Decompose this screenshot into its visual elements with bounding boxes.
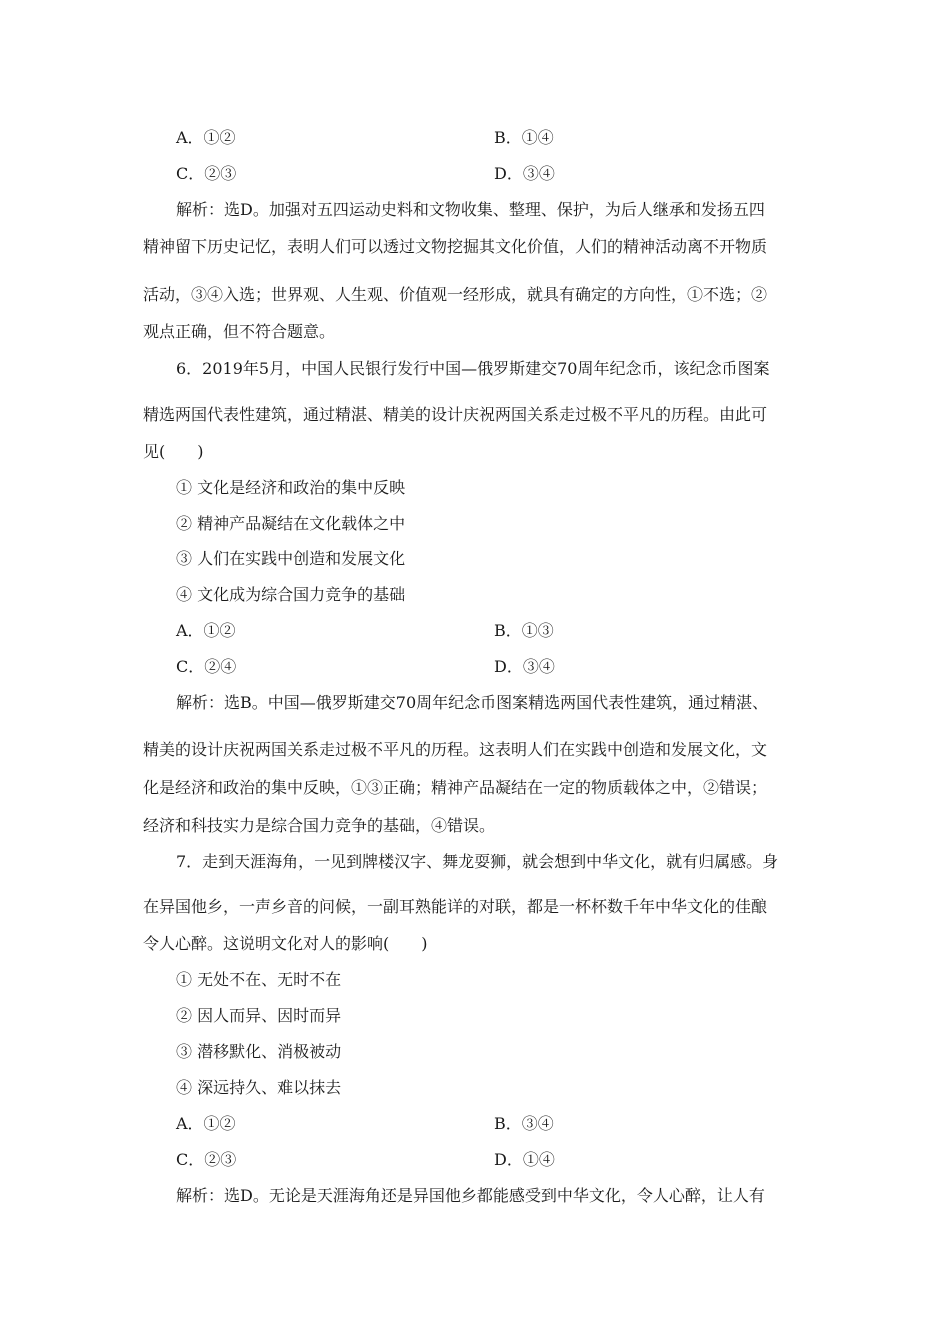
option-b: B．③④ bbox=[494, 1114, 554, 1133]
analysis-line: 精神留下历史记忆，表明人们可以透过文物挖掘其文化价值，人们的精神活动离不开物质 bbox=[143, 237, 768, 256]
analysis-line: 解析：选D。加强对五四运动史料和文物收集、整理、保护，为后人继承和发扬五四 bbox=[176, 200, 765, 219]
question-stem: 令人心醉。这说明文化对人的影响( ) bbox=[143, 934, 428, 953]
analysis-line: 活动，③④入选；世界观、人生观、价值观一经形成，就具有确定的方向性，①不选；② bbox=[143, 285, 768, 304]
statement-item: ① 无处不在、无时不在 bbox=[176, 970, 342, 989]
question-stem: 精选两国代表性建筑，通过精湛、精美的设计庆祝两国关系走过极不平凡的历程。由此可 bbox=[143, 405, 768, 424]
statement-item: ③ 人们在实践中创造和发展文化 bbox=[176, 549, 406, 568]
analysis-line: 精美的设计庆祝两国关系走过极不平凡的历程。这表明人们在实践中创造和发展文化，文 bbox=[143, 740, 768, 759]
analysis-line: 解析：选B。中国—俄罗斯建交70周年纪念币图案精选两国代表性建筑，通过精湛、 bbox=[176, 693, 769, 712]
question-stem: 在异国他乡，一声乡音的问候，一副耳熟能详的对联，都是一杯杯数千年中华文化的佳酿 bbox=[143, 897, 768, 916]
option-a: A．①② bbox=[176, 1114, 236, 1133]
option-a: A．①② bbox=[176, 128, 236, 147]
statement-item: ② 因人而异、因时而异 bbox=[176, 1006, 342, 1025]
option-b: B．①④ bbox=[494, 128, 554, 147]
analysis-line: 解析：选D。无论是天涯海角还是异国他乡都能感受到中华文化，令人心醉，让人有 bbox=[176, 1186, 765, 1205]
statement-item: ④ 深远持久、难以抹去 bbox=[176, 1078, 342, 1097]
statement-item: ② 精神产品凝结在文化载体之中 bbox=[176, 514, 406, 533]
option-c: C．②④ bbox=[176, 657, 237, 676]
analysis-line: 经济和科技实力是综合国力竞争的基础，④错误。 bbox=[143, 816, 496, 835]
analysis-line: 观点正确，但不符合题意。 bbox=[143, 322, 336, 341]
option-c: C．②③ bbox=[176, 1150, 237, 1169]
question-stem: 7．走到天涯海角，一见到牌楼汉字、舞龙耍狮，就会想到中华文化，就有归属感。身 bbox=[176, 852, 779, 871]
option-d: D．③④ bbox=[494, 657, 555, 676]
question-stem: 见( ) bbox=[143, 442, 204, 461]
option-d: D．①④ bbox=[494, 1150, 555, 1169]
option-d: D．③④ bbox=[494, 164, 555, 183]
question-stem: 6．2019年5月，中国人民银行发行中国—俄罗斯建交70周年纪念币，该纪念币图案 bbox=[176, 359, 770, 378]
option-a: A．①② bbox=[176, 621, 236, 640]
option-c: C．②③ bbox=[176, 164, 237, 183]
statement-item: ③ 潜移默化、消极被动 bbox=[176, 1042, 342, 1061]
analysis-line: 化是经济和政治的集中反映，①③正确；精神产品凝结在一定的物质载体之中，②错误； bbox=[143, 778, 768, 797]
option-b: B．①③ bbox=[494, 621, 554, 640]
statement-item: ① 文化是经济和政治的集中反映 bbox=[176, 478, 406, 497]
statement-item: ④ 文化成为综合国力竞争的基础 bbox=[176, 585, 406, 604]
